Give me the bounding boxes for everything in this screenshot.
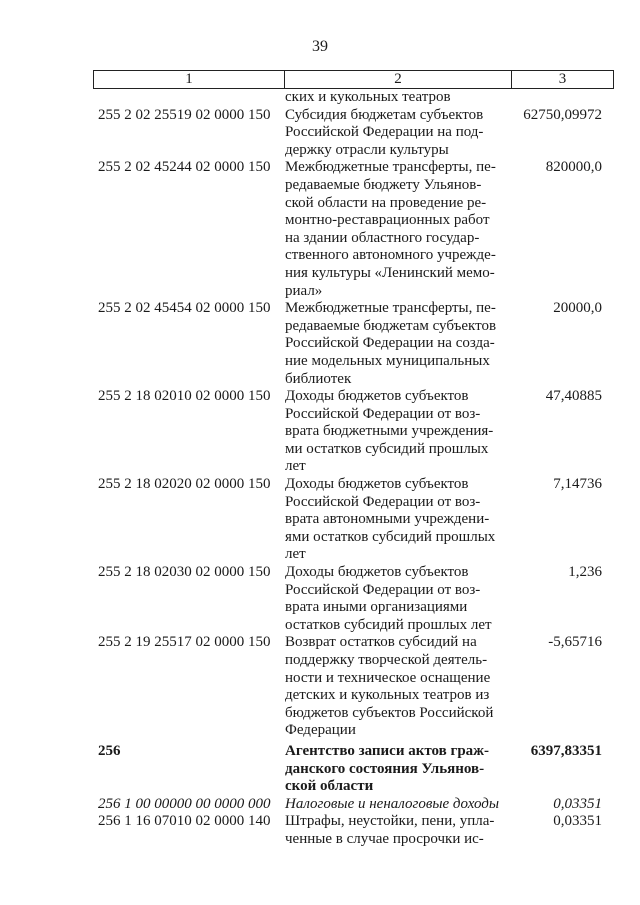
table-row [93,564,614,634]
budget-code: 256 1 00 00000 00 0000 000 [98,795,271,812]
description-line: Российской Федерации от воз- [285,581,481,598]
description-line: ченные в случае просрочки ис- [285,830,484,847]
description-line: Доходы бюджетов субъектов [285,564,469,581]
budget-code: 255 2 02 25519 02 0000 150 [98,106,271,123]
budget-code: 255 2 02 45244 02 0000 150 [98,159,271,176]
income-description [283,634,505,740]
description-line: врата иными организациями [285,599,468,616]
amount: 0,03351 [553,813,602,830]
description-line: Штрафы, неустойки, пени, упла- [285,813,495,830]
income-description [283,476,505,564]
table-row [93,476,614,564]
amount: 6397,83351 [530,742,602,759]
amount: 820000,0 [545,159,602,176]
income-description [283,796,505,814]
budget-code: 255 2 18 02020 02 0000 150 [98,476,271,493]
income-description [283,159,505,300]
description-line: остатков субсидий прошлых лет [285,616,492,633]
income-description [283,743,505,796]
income-description [283,300,505,388]
income-description [283,388,505,476]
table-row [93,388,614,476]
description-line: Доходы бюджетов субъектов [285,476,469,493]
description-line: поддержку творческой деятель- [285,652,488,668]
income-description [283,564,505,634]
description-line: библиотек [285,370,352,387]
budget-code: 255 2 02 45454 02 0000 150 [98,300,271,317]
header-col-3: 3 [558,71,567,87]
description-line: монтно-реставрационных работ [285,212,490,229]
description-line: бюджетов субъектов Российской [285,704,494,721]
description-line: ние модельных муниципальных [285,352,490,369]
amount: 47,40885 [545,388,602,405]
description-line: ями остатков субсидий прошлых [285,528,496,545]
description-line: на здании областного государ- [285,229,480,246]
description-line: Межбюджетные трансферты, пе- [285,300,496,317]
description-line: ственного автономного учрежде- [285,247,496,264]
page-number: 39 [312,38,328,55]
table-body [93,89,614,849]
table-row [93,743,614,796]
amount: -5,65716 [548,634,602,651]
budget-code [93,89,283,107]
budget-code: 255 2 18 02030 02 0000 150 [98,564,271,581]
description-line: лет [285,546,306,563]
amount [505,89,614,107]
table-row [93,107,614,160]
amount: 1,236 [568,564,602,581]
description-line: врата бюджетными учреждения- [285,423,494,440]
header-col-2: 2 [285,71,512,88]
income-description [283,107,505,160]
budget-code: 255 2 19 25517 02 0000 150 [98,634,271,651]
description-line: риал» [285,282,323,299]
description-line: Агентство записи актов граж- [285,742,490,759]
description-line: редаваемые бюджетам субъектов [285,317,497,334]
description-line: Федерации [285,722,356,739]
description-line: Российской Федерации на созда- [285,335,495,352]
table-row [93,813,614,848]
description-line: редаваемые бюджету Ульянов- [285,176,482,193]
table-header [93,70,614,89]
description-line: Налоговые и неналоговые доходы [285,795,500,812]
description-line: детских и кукольных театров из [285,687,490,704]
table-row [93,634,614,740]
description-line: ских и кукольных театров [285,89,451,105]
description-line: ми остатков субсидий прошлых [285,440,489,457]
description-line: Субсидия бюджетам субъектов [285,106,484,123]
description-line: ской области на проведение ре- [285,194,487,211]
budget-code: 256 [98,742,121,759]
description-line: врата автономными учреждени- [285,511,490,528]
header-col-1: 1 [94,71,285,88]
description-line: Российской Федерации от воз- [285,493,481,510]
description-line: ния культуры «Ленинский мемо- [285,264,495,281]
income-description [283,89,505,107]
description-line: Доходы бюджетов субъектов [285,388,469,405]
table-row [93,300,614,388]
table-row [93,796,614,814]
description-line: Российской Федерации на под- [285,124,484,141]
description-line: держку отрасли культуры [285,141,449,158]
budget-code: 256 1 16 07010 02 0000 140 [98,813,271,830]
amount: 7,14736 [553,476,602,493]
description-line: Российской Федерации от воз- [285,405,481,422]
table-row [93,159,614,300]
amount: 0,03351 [553,795,602,812]
table-row [93,89,614,107]
description-line: данского состояния Ульянов- [285,760,485,777]
amount: 62750,09972 [523,106,602,123]
description-line: ской области [285,778,374,795]
description-line: лет [285,458,306,475]
income-description [283,813,505,848]
description-line: Межбюджетные трансферты, пе- [285,159,496,176]
description-line: ности и техническое оснащение [285,669,491,686]
amount: 20000,0 [553,300,602,317]
description-line: Возврат остатков субсидий на [285,634,477,651]
budget-code: 255 2 18 02010 02 0000 150 [98,388,271,405]
